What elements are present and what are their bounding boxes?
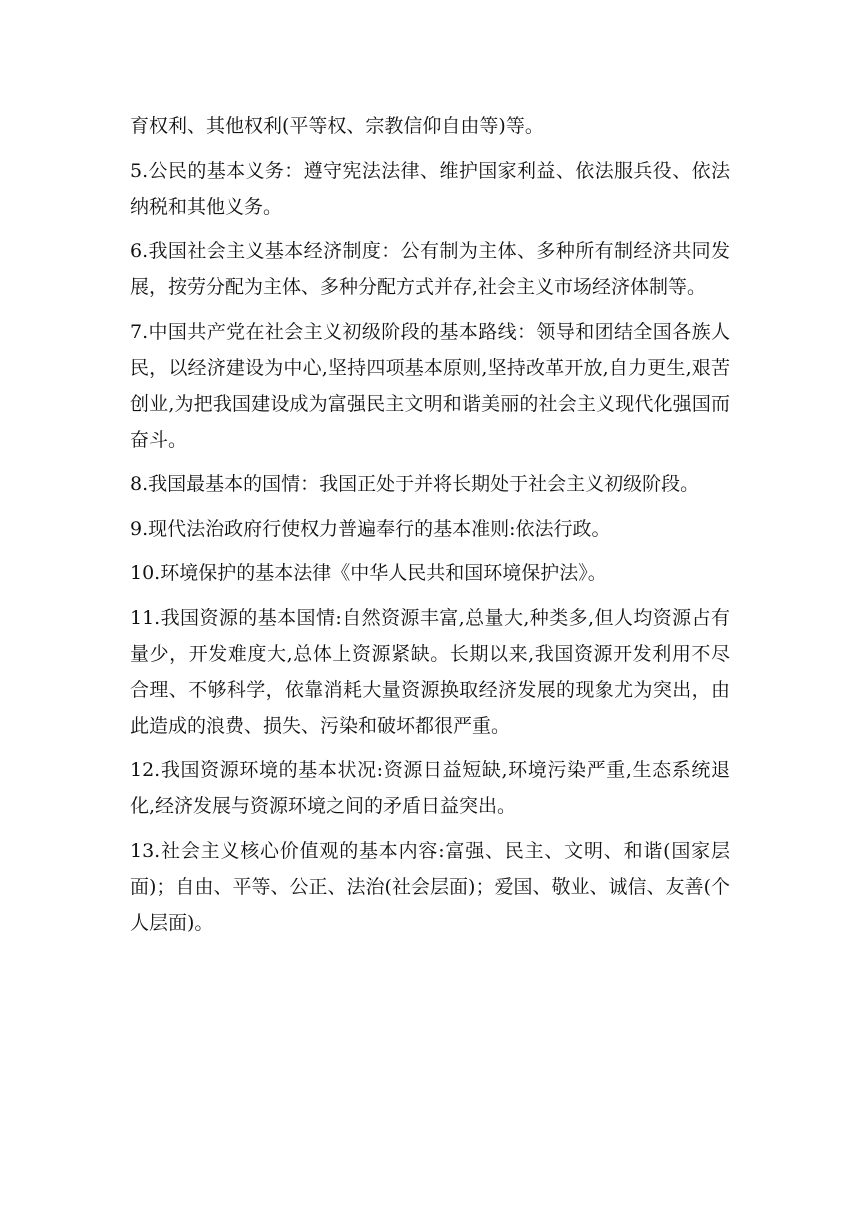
paragraph-item-7: 7.中国共产党在社会主义初级阶段的基本路线：领导和团结全国各族人民，以经济建设为中心,坚持四项基本原则,坚持改革开放,自力更生,艰苦创业,为把我国建设成为富强民主文明和谐美丽的社会主义现代化强国而奋斗。 bbox=[130, 320, 730, 451]
paragraph-item-11: 11.我国资源的基本国情:自然资源丰富,总量大,种类多,但人均资源占有量少，开发难度大,总体上资源紧缺。长期以来,我国资源开发利用不尽合理、不够科学，依靠消耗大量资源换取经济发展的现象尤为突出，由此造成的浪费、损失、污染和破坏都很严重。 bbox=[130, 606, 730, 737]
paragraph-item-10: 10.环境保护的基本法律《中华人民共和国环境保护法》。 bbox=[130, 562, 607, 584]
paragraph-item-12: 12.我国资源环境的基本状况:资源日益短缺,环境污染严重,生态系统退化,经济发展与资源环境之间的矛盾日益突出。 bbox=[130, 759, 730, 817]
document-body bbox=[130, 108, 730, 949]
paragraph-item-9: 9.现代法治政府行使权力普遍奉行的基本准则:依法行政。 bbox=[130, 517, 611, 540]
paragraph-continuation: 育权利、其他权利(平等权、宗教信仰自由等)等。 bbox=[130, 115, 544, 137]
paragraph-item-6: 6.我国社会主义基本经济制度：公有制为主体、多种所有制经济共同发展，按劳分配为主体、多种分配方式并存,社会主义市场经济体制等。 bbox=[130, 240, 730, 298]
paragraph-item-8: 8.我国最基本的国情：我国正处于并将长期处于社会主义初级阶段。 bbox=[130, 473, 700, 495]
paragraph-item-5: 5.公民的基本义务：遵守宪法法律、维护国家利益、依法服兵役、依法纳税和其他义务。 bbox=[130, 159, 730, 218]
paragraph-item-13: 13.社会主义核心价值观的基本内容:富强、民主、文明、和谐(国家层面)；自由、平等、公正、法治(社会层面)；爱国、敬业、诚信、友善(个人层面)。 bbox=[130, 839, 730, 934]
